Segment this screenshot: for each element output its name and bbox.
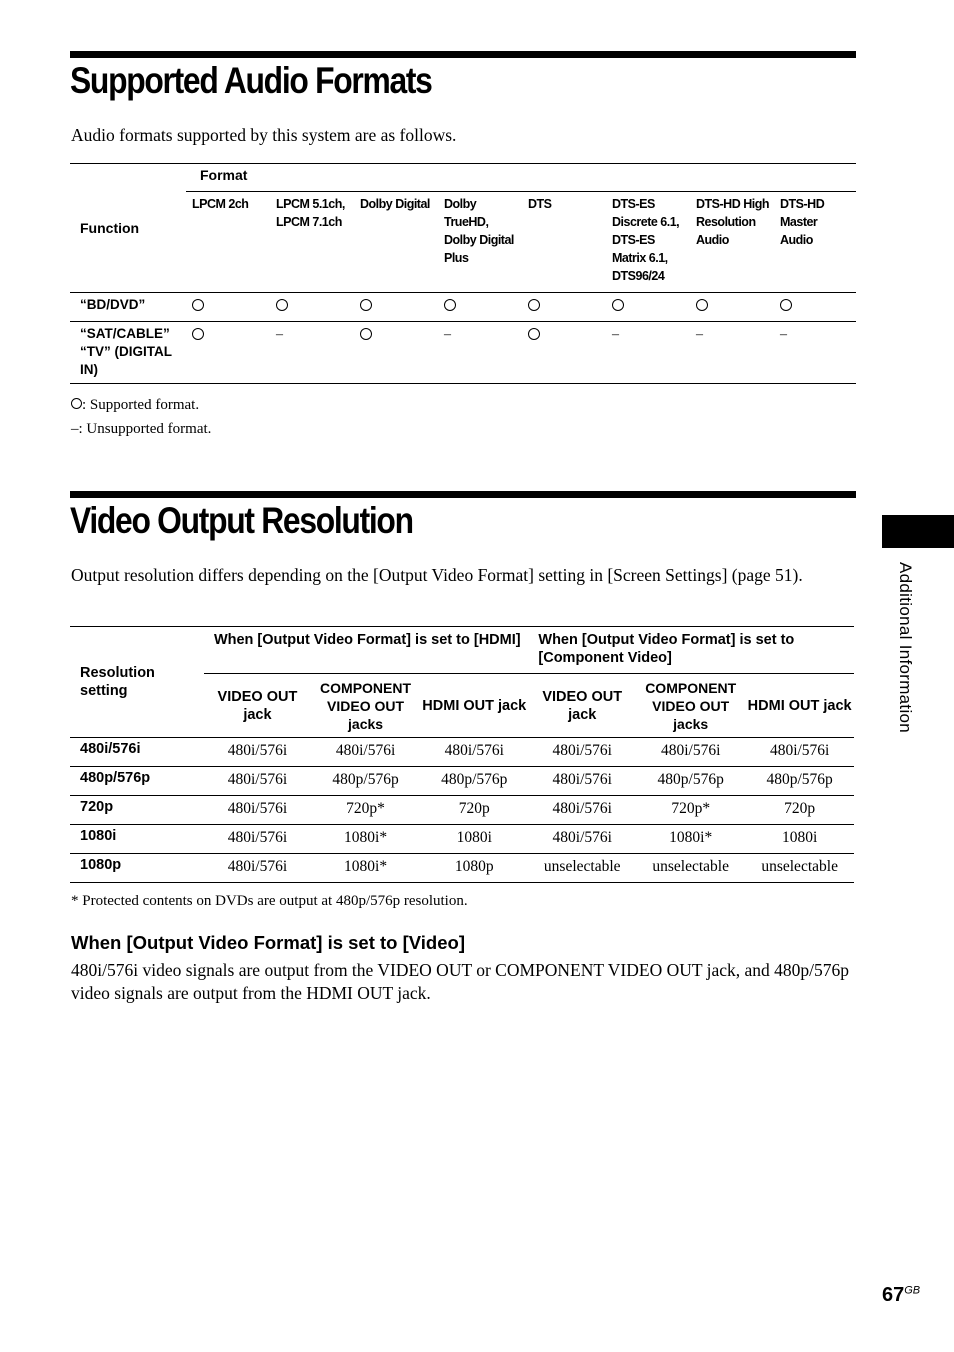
section-rule — [70, 51, 856, 58]
unsupported-cell — [270, 322, 354, 384]
table-row — [70, 796, 854, 825]
table-cell: unselectable — [528, 854, 636, 883]
section-tab-marker — [882, 515, 954, 548]
supported-cell — [354, 322, 438, 384]
table-cell: 480i/576i — [204, 796, 311, 825]
legend-unsupported: –: Unsupported format. — [71, 421, 212, 437]
table-row — [70, 293, 856, 322]
video-subtext: 480i/576i video signals are output from the VIDEO OUT or COMPONENT VIDEO OUT jack, and 480p/576p video signals are output from the HDMI OUT jack. — [71, 960, 850, 1003]
group-header-component: When [Output Video Format] is set to [Component Video] — [528, 627, 854, 674]
supported-cell — [522, 322, 606, 384]
supported-cell — [270, 293, 354, 322]
table-cell: 480i/576i — [636, 738, 745, 767]
row-label: “SAT/CABLE” “TV” (DIGITAL IN) — [70, 322, 186, 384]
supported-cell — [774, 293, 856, 322]
table-cell: 480p/576p — [420, 767, 528, 796]
video-intro: Output resolution differs depending on the [Output Video Format] setting in [Screen Settings] (page 51). — [71, 565, 803, 585]
section-rule — [70, 491, 856, 498]
table-cell: 480p/576p — [636, 767, 745, 796]
column-header: Dolby Digital — [354, 192, 438, 293]
table-cell: 720p — [420, 796, 528, 825]
table-cell: 480i/576i — [420, 738, 528, 767]
supported-cell — [354, 293, 438, 322]
supported-circle-icon — [276, 299, 288, 311]
page-number: $67^{GB}$ — [882, 1284, 921, 1306]
column-header: DTS — [522, 192, 606, 293]
supported-circle-icon — [780, 299, 792, 311]
table-row — [70, 738, 854, 767]
video-title: Video Output Resolution — [70, 500, 413, 541]
unsupported-cell — [690, 322, 774, 384]
supported-circle-icon — [528, 328, 540, 340]
col-hdmi-out: HDMI OUT jack — [420, 674, 528, 738]
format-header: Format — [186, 164, 856, 192]
supported-circle-icon — [444, 299, 456, 311]
table-row — [70, 825, 854, 854]
row-label: 480i/576i — [70, 738, 204, 767]
supported-circle-icon — [192, 328, 204, 340]
table-cell: 1080p — [420, 854, 528, 883]
table-cell: 1080i* — [636, 825, 745, 854]
table-cell: 480i/576i — [204, 767, 311, 796]
table-row — [70, 322, 856, 384]
table-cell: 480i/576i — [528, 767, 636, 796]
supported-cell — [438, 293, 522, 322]
supported-cell — [606, 293, 690, 322]
unsupported-dash: – — [696, 327, 703, 342]
audio-intro: Audio formats supported by this system are as follows. — [71, 125, 457, 145]
unsupported-dash: – — [612, 327, 619, 342]
table-cell: 1080i — [420, 825, 528, 854]
table-cell: 720p* — [636, 796, 745, 825]
supported-circle-icon — [360, 328, 372, 340]
unsupported-cell — [774, 322, 856, 384]
table-cell: 720p* — [311, 796, 420, 825]
function-header: Function — [70, 164, 186, 293]
col-component-out: COMPONENT VIDEO OUT jacks — [636, 674, 745, 738]
table-cell: 1080i* — [311, 825, 420, 854]
supported-cell — [186, 322, 270, 384]
table-cell: 1080i — [745, 825, 854, 854]
col-video-out: VIDEO OUT jack — [528, 674, 636, 738]
table-cell: 1080i* — [311, 854, 420, 883]
video-resolution-table — [70, 626, 854, 883]
supported-circle-icon — [696, 299, 708, 311]
col-hdmi-out: HDMI OUT jack — [745, 674, 854, 738]
column-header: DTS-HD Master Audio — [774, 192, 856, 293]
column-header: LPCM 2ch — [186, 192, 270, 293]
column-header: LPCM 5.1ch, LPCM 7.1ch — [270, 192, 354, 293]
table-cell: 480i/576i — [204, 854, 311, 883]
column-header: Dolby TrueHD, Dolby Digital Plus — [438, 192, 522, 293]
table-row — [70, 854, 854, 883]
supported-cell — [186, 293, 270, 322]
resolution-setting-header: Resolution setting — [70, 627, 204, 738]
column-header: DTS-HD High Resolution Audio — [690, 192, 774, 293]
table-cell: 720p — [745, 796, 854, 825]
supported-circle-icon — [192, 299, 204, 311]
circle-icon — [71, 398, 82, 409]
table-cell: 480i/576i — [528, 825, 636, 854]
legend-supported: : Supported format. — [71, 395, 199, 415]
footnote: * Protected contents on DVDs are output at 480p/576p resolution. — [71, 893, 468, 909]
row-label: 1080p — [70, 854, 204, 883]
supported-circle-icon — [612, 299, 624, 311]
audio-title: Supported Audio Formats — [70, 60, 432, 101]
table-cell: 480i/576i — [528, 738, 636, 767]
supported-circle-icon — [360, 299, 372, 311]
row-label: 1080i — [70, 825, 204, 854]
table-cell: unselectable — [636, 854, 745, 883]
side-label: Additional Information — [896, 562, 915, 734]
table-cell: 480i/576i — [204, 825, 311, 854]
video-subheading: When [Output Video Format] is set to [Video] — [71, 932, 465, 953]
unsupported-cell — [606, 322, 690, 384]
table-cell: 480i/576i — [528, 796, 636, 825]
table-cell: 480i/576i — [204, 738, 311, 767]
table-cell: 480i/576i — [311, 738, 420, 767]
row-label: 480p/576p — [70, 767, 204, 796]
table-row — [70, 767, 854, 796]
table-cell: 480i/576i — [745, 738, 854, 767]
table-cell: 480p/576p — [745, 767, 854, 796]
table-cell: unselectable — [745, 854, 854, 883]
supported-circle-icon — [528, 299, 540, 311]
unsupported-dash: – — [780, 327, 787, 342]
col-component-out: COMPONENT VIDEO OUT jacks — [311, 674, 420, 738]
unsupported-dash: – — [276, 327, 283, 342]
row-label: “BD/DVD” — [70, 293, 186, 322]
unsupported-dash: – — [444, 327, 451, 342]
unsupported-cell — [438, 322, 522, 384]
audio-formats-table — [70, 163, 856, 384]
table-cell: 480p/576p — [311, 767, 420, 796]
column-header: DTS-ES Discrete 6.1, DTS-ES Matrix 6.1, DTS96/24 — [606, 192, 690, 293]
row-label: 720p — [70, 796, 204, 825]
group-header-hdmi: When [Output Video Format] is set to [HDMI] — [204, 627, 528, 674]
col-video-out: VIDEO OUT jack — [204, 674, 311, 738]
supported-cell — [690, 293, 774, 322]
supported-cell — [522, 293, 606, 322]
